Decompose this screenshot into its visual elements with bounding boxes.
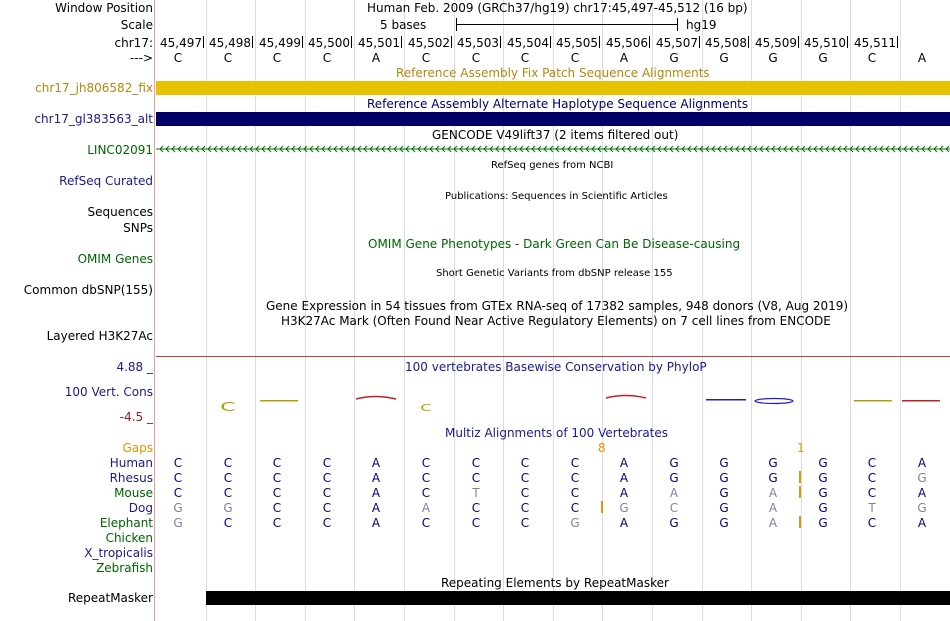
base-cell: C	[520, 501, 530, 515]
base-cell: T	[868, 501, 876, 515]
base-cell: C	[471, 516, 481, 530]
base-cell: C	[421, 456, 431, 470]
position-tick	[451, 36, 452, 48]
gtex-title: Gene Expression in 54 tissues from GTEx RNA-seq of 17382 samples, 948 donors (V8, Aug 2019)	[266, 299, 849, 313]
base-cell: A	[371, 51, 381, 65]
base-cell: A	[619, 456, 629, 470]
position-label: 45,510	[804, 36, 846, 50]
base-cell: C	[223, 51, 233, 65]
base-cell: A	[619, 486, 629, 500]
base-cell: C	[520, 471, 530, 485]
base-cell: G	[818, 471, 828, 485]
phylop-bar-5	[356, 397, 396, 400]
species-label-chicken[interactable]: Chicken	[105, 531, 153, 545]
base-cell: C	[867, 486, 877, 500]
fix-patch-title: Reference Assembly Fix Patch Sequence Alignments	[396, 66, 710, 80]
base-cell: C	[570, 471, 580, 485]
position-label: 45,505	[556, 36, 598, 50]
base-cell: C	[272, 456, 282, 470]
base-cell: G	[570, 516, 580, 530]
base-cell: G	[719, 456, 729, 470]
position-label: 45,506	[606, 36, 648, 50]
scale-assembly: hg19	[686, 18, 717, 32]
base-cell: C	[867, 516, 877, 530]
base-cell: G	[619, 501, 629, 515]
base-cell: C	[272, 501, 282, 515]
omim-title: OMIM Gene Phenotypes - Dark Green Can Be Disease-causing	[368, 237, 741, 251]
repeatmasker-title: Repeating Elements by RepeatMasker	[441, 576, 669, 590]
position-tick	[649, 36, 650, 48]
gap-marker-mouse	[799, 486, 801, 498]
position-tick	[203, 36, 204, 48]
base-cell: C	[570, 51, 580, 65]
species-label-dog[interactable]: Dog	[128, 501, 153, 515]
scale-label: Scale	[120, 18, 153, 32]
base-cell: G	[818, 486, 828, 500]
position-label: 45,497	[160, 36, 202, 50]
base-cell: C	[570, 501, 580, 515]
position-label: 45,509	[755, 36, 797, 50]
base-cell: A	[768, 486, 778, 500]
alt-haplotype-bar[interactable]	[156, 112, 950, 126]
position-label: 45,503	[457, 36, 499, 50]
base-cell: A	[619, 51, 629, 65]
label-separator	[154, 0, 155, 621]
species-label-rhesus[interactable]: Rhesus	[109, 471, 153, 485]
refseq-title: RefSeq genes from NCBI	[491, 160, 614, 171]
base-cell: C	[867, 471, 877, 485]
base-cell: C	[322, 51, 332, 65]
track-label-refseq[interactable]: RefSeq Curated	[59, 174, 153, 188]
position-tick	[748, 36, 749, 48]
base-cell: C	[223, 516, 233, 530]
position-tick	[699, 36, 700, 48]
base-cell: G	[173, 516, 183, 530]
position-tick	[351, 36, 352, 48]
base-cell: A	[371, 486, 381, 500]
position-tick	[401, 36, 402, 48]
base-cell: A	[421, 501, 431, 515]
base-cell: C	[173, 51, 183, 65]
base-cell: C	[669, 501, 679, 515]
base-cell: G	[768, 471, 778, 485]
position-label: 45,498	[209, 36, 251, 50]
phylop-glyph-c2: C	[420, 402, 432, 414]
phylop-bar-16	[902, 400, 940, 402]
h3k27ac-baseline	[156, 356, 950, 357]
base-cell: A	[619, 516, 629, 530]
base-cell: G	[223, 501, 233, 515]
position-tick	[500, 36, 501, 48]
position-label: 45,507	[656, 36, 698, 50]
base-cell: C	[272, 486, 282, 500]
base-cell: C	[520, 486, 530, 500]
phylop-bar-13	[755, 399, 793, 404]
base-cell: C	[322, 456, 332, 470]
position-label: 45,504	[507, 36, 549, 50]
base-cell: C	[520, 456, 530, 470]
multiz-title: Multiz Alignments of 100 Vertebrates	[445, 426, 669, 440]
track-label-fix-patch[interactable]: chr17_jh806582_fix	[35, 81, 153, 95]
scale-text: 5 bases	[380, 18, 427, 32]
base-cell: A	[371, 456, 381, 470]
position-tick	[550, 36, 551, 48]
gap-marker-rhesus	[799, 471, 801, 483]
base-cell: G	[719, 51, 729, 65]
species-label-elephant[interactable]: Elephant	[99, 516, 153, 530]
phylop-glyph-c: C	[220, 400, 236, 415]
base-cell: C	[421, 471, 431, 485]
base-cell: C	[223, 471, 233, 485]
base-cell: C	[471, 456, 481, 470]
gap-marker-dog	[601, 501, 603, 513]
base-cell: C	[322, 516, 332, 530]
species-label-human[interactable]: Human	[109, 456, 153, 470]
base-cell: C	[421, 486, 431, 500]
track-label-snps[interactable]: SNPs	[123, 221, 153, 235]
base-cell: A	[371, 516, 381, 530]
phylop-min-label: -4.5 _	[119, 410, 153, 424]
base-cell: A	[768, 501, 778, 515]
base-cell: A	[371, 471, 381, 485]
base-cell: G	[719, 516, 729, 530]
base-cell: C	[520, 516, 530, 530]
base-cell: C	[520, 51, 530, 65]
base-cell: C	[421, 51, 431, 65]
gap-count-1: 8	[598, 441, 606, 455]
base-cell: C	[471, 51, 481, 65]
base-cell: C	[173, 471, 183, 485]
track-label-phylop[interactable]: 100 Vert. Cons	[64, 385, 153, 399]
repeatmasker-bar[interactable]	[206, 591, 950, 605]
track-label-h3k27ac[interactable]: Layered H3K27Ac	[46, 329, 153, 343]
alt-haplotype-title: Reference Assembly Alternate Haplotype Sequence Alignments	[367, 97, 749, 111]
phylop-bar-10	[606, 396, 646, 399]
base-cell: A	[917, 516, 927, 530]
chrom-label: chr17:	[114, 36, 153, 50]
multiz-gaps-label: Gaps	[122, 441, 153, 455]
phylop-max-label: 4.88 _	[116, 360, 153, 374]
base-cell: T	[472, 486, 480, 500]
strand-label: --->	[129, 51, 153, 65]
position-tick	[302, 36, 303, 48]
position-label: 45,508	[705, 36, 747, 50]
base-cell: C	[471, 501, 481, 515]
publications-title: Publications: Sequences in Scientific Articles	[445, 191, 668, 202]
base-cell: C	[570, 486, 580, 500]
gencode-intron-line[interactable]	[156, 143, 950, 155]
track-label-alt-haplotype[interactable]: chr17_gl383563_alt	[34, 112, 153, 126]
track-label-repeatmasker[interactable]: RepeatMasker	[67, 591, 153, 605]
base-cell: G	[669, 51, 679, 65]
base-cell: A	[669, 486, 679, 500]
base-cell: G	[917, 471, 927, 485]
base-cell: C	[867, 456, 877, 470]
scale-bar-right-tick	[677, 18, 678, 31]
phylop-logo[interactable]	[156, 390, 950, 420]
base-cell: C	[322, 501, 332, 515]
base-cell: G	[818, 51, 828, 65]
track-label-omim[interactable]: OMIM Genes	[77, 252, 153, 266]
track-label-publications[interactable]: Sequences	[87, 205, 153, 219]
gap-marker-elephant	[799, 516, 801, 528]
base-cell: C	[223, 486, 233, 500]
base-cell: G	[669, 456, 679, 470]
base-cell: G	[669, 516, 679, 530]
position-label: 45,501	[358, 36, 400, 50]
base-cell: C	[272, 51, 282, 65]
species-label-zebrafish[interactable]: Zebrafish	[96, 561, 153, 575]
base-cell: G	[917, 501, 927, 515]
base-cell: C	[322, 471, 332, 485]
base-cell: C	[570, 456, 580, 470]
position-tick	[847, 36, 848, 48]
position-tick	[897, 36, 898, 48]
base-cell: G	[719, 501, 729, 515]
base-cell: G	[818, 456, 828, 470]
base-cell: G	[768, 456, 778, 470]
base-cell: C	[867, 51, 877, 65]
base-cell: C	[173, 486, 183, 500]
phylop-title: 100 vertebrates Basewise Conservation by PhyloP	[405, 360, 707, 374]
track-label-dbsnp[interactable]: Common dbSNP(155)	[23, 283, 153, 297]
phylop-bar-2	[260, 400, 298, 402]
scale-bar	[456, 24, 678, 25]
window-position-value: Human Feb. 2009 (GRCh37/hg19) chr17:45,497-45,512 (16 bp)	[367, 1, 748, 15]
base-cell: G	[719, 471, 729, 485]
base-cell: C	[471, 471, 481, 485]
phylop-bar-12	[706, 399, 746, 401]
base-cell: G	[719, 486, 729, 500]
gencode-title: GENCODE V49lift37 (2 items filtered out)	[432, 128, 679, 142]
position-label: 45,511	[854, 36, 896, 50]
window-position-label: Window Position	[55, 1, 153, 15]
position-label: 45,500	[308, 36, 350, 50]
base-cell: C	[272, 471, 282, 485]
base-cell: C	[223, 456, 233, 470]
base-cell: C	[272, 516, 282, 530]
base-cell: G	[818, 501, 828, 515]
base-cell: C	[173, 456, 183, 470]
base-cell: A	[371, 501, 381, 515]
base-cell: G	[818, 516, 828, 530]
base-cell: G	[768, 51, 778, 65]
base-cell: G	[669, 471, 679, 485]
base-cell: A	[917, 456, 927, 470]
gap-count-2: 1	[797, 441, 805, 455]
position-tick	[252, 36, 253, 48]
phylop-bar-15	[854, 400, 892, 402]
dbsnp-title: Short Genetic Variants from dbSNP release 155	[436, 268, 673, 279]
base-cell: A	[619, 471, 629, 485]
base-cell: A	[917, 486, 927, 500]
base-cell: A	[768, 516, 778, 530]
species-label-mouse[interactable]: Mouse	[114, 486, 153, 500]
species-label-xtropicalis[interactable]: X_tropicalis	[84, 546, 153, 560]
base-cell: A	[917, 51, 927, 65]
track-label-gencode[interactable]: LINC02091	[87, 143, 153, 157]
base-cell: G	[173, 501, 183, 515]
h3k27ac-title: H3K27Ac Mark (Often Found Near Active Regulatory Elements) on 7 cell lines from ENCODE	[281, 314, 831, 328]
position-tick	[599, 36, 600, 48]
position-label: 45,499	[259, 36, 301, 50]
fix-patch-bar[interactable]	[156, 81, 950, 95]
base-cell: C	[421, 516, 431, 530]
base-cell: C	[322, 486, 332, 500]
position-label: 45,502	[408, 36, 450, 50]
position-tick	[798, 36, 799, 48]
